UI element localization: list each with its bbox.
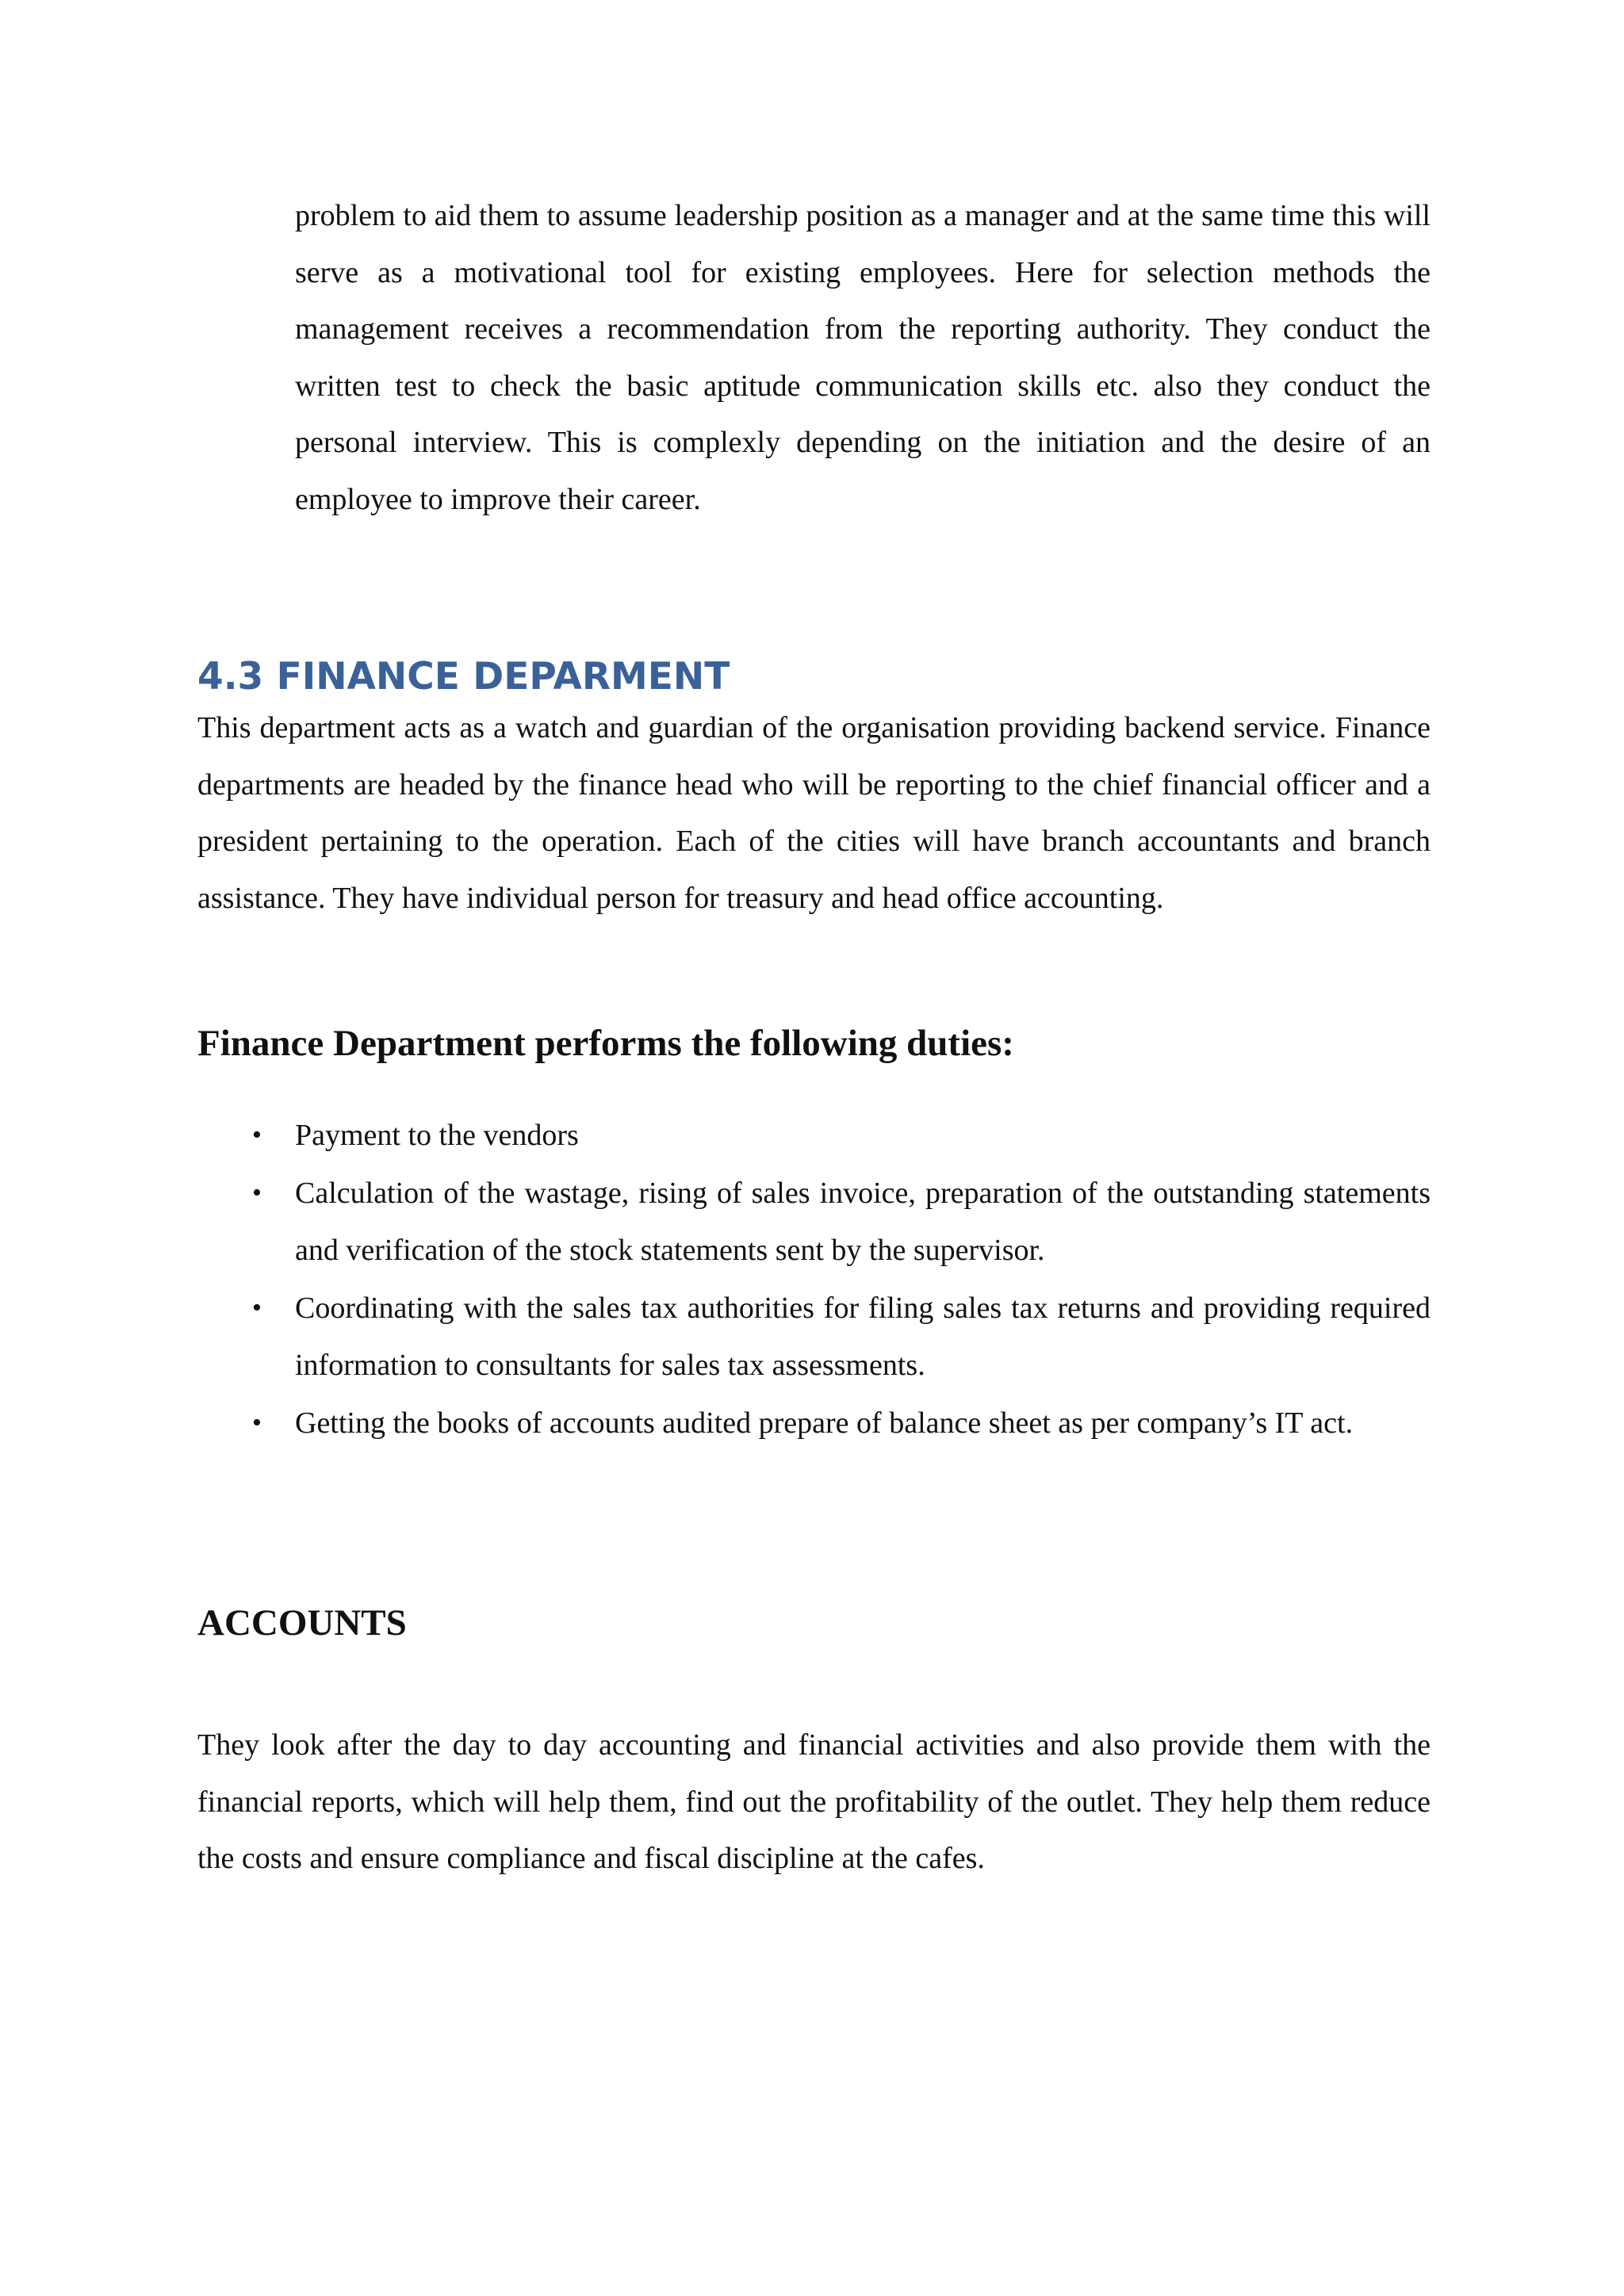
finance-paragraph: This department acts as a watch and guardian of the organisation providing backend service. Finance departments are headed by the finance head who will be reporting to the chief financial officer and a president pertaining to the operation. Each of the cities will have branch accountants and branch assistance. They have individual person for treasury and head office accounting. (197, 711, 1431, 915)
duty-item-text: Getting the books of accounts audited prepare of balance sheet as per company’s IT act. (295, 1406, 1354, 1440)
bullet-icon: • (252, 1178, 262, 1207)
duties-heading: Finance Department performs the following duties: (197, 1023, 1014, 1064)
accounts-heading: ACCOUNTS (197, 1602, 407, 1644)
duty-item-audit (197, 1395, 1431, 1452)
accounts-paragraph: They look after the day to day accounting and financial activities and also provide them with the financial reports, which will help them, find out the profitability of the outlet. They help them reduce the costs and ensure compliance and fiscal discipline at the cafes. (197, 1728, 1431, 1875)
duty-item-payment (197, 1107, 1431, 1164)
bullet-icon: • (252, 1408, 262, 1437)
intro-paragraph: problem to aid them to assume leadership position as a manager and at the same time this will serve as a motivational tool for existing employees. Here for selection methods the management receives a recommendation from the reporting authority. They conduct the written test to check the basic aptitude communication skills etc. also they conduct the personal interview. This is complexly depending on the initiation and the desire of an employee to improve their career. (295, 199, 1431, 516)
bullet-icon: • (252, 1120, 262, 1150)
finance-section-heading: 4.3 FINANCE DEPARMENT (197, 655, 730, 698)
duty-item-text: Coordinating with the sales tax authorities for filing sales tax returns and providing required information to consultants for sales tax assessments. (295, 1292, 1431, 1382)
duty-item-calculation (197, 1165, 1431, 1279)
bullet-icon: • (252, 1293, 262, 1322)
duty-item-text: Payment to the vendors (295, 1119, 579, 1152)
duty-item-text: Calculation of the wastage, rising of sales invoice, preparation of the outstanding statements and verification of the stock statements sent by the supervisor. (295, 1177, 1431, 1267)
duties-list (197, 1107, 1431, 1452)
duty-item-coordinating (197, 1280, 1431, 1394)
